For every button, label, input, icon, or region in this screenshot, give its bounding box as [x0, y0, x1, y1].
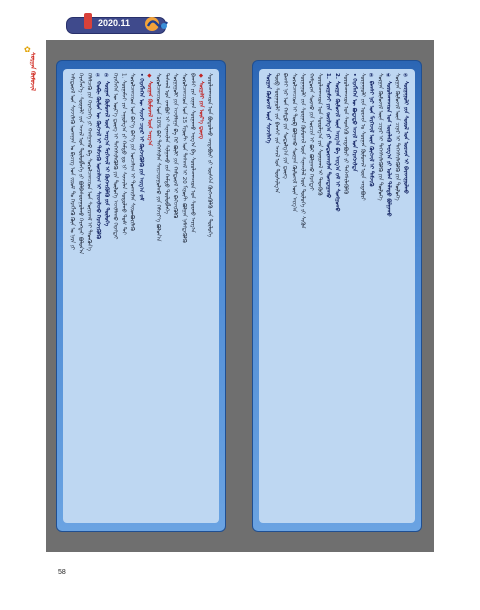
text-column: ◆ ᠰᠤᠷᠭᠠᠯᠢ ᠶᠢᠨ ᠦᠷ᠎ᠡ ᠳ᠋ᠦᠩ [198, 73, 204, 140]
article-frame [46, 40, 434, 552]
text-column: ④ ᠰᠤᠷᠤᠯᠴᠠᠭᠴᠢᠳ ᠤᠨ ᠦᠨᠡᠯᠡᠬᠦ ᠠᠷᠭ᠎ᠠ ᠶᠢ ᠣᠯᠠᠨ ᠲᠠᠯᠠᠲᠤ ᠪᠣᠯᠭᠠᠬᠤ [385, 73, 392, 217]
text-column: • ᠬᠡᠷᠡᠭᠯᠡᠭᠡᠨ ᠦ ᠪᠣᠳᠠᠲᠤ ᠠᠵᠢᠯ ᠤᠨ ᠬᠡᠷᠡᠭᠵᠢᠯᠲᠡ [351, 73, 357, 172]
right-text-area [259, 69, 415, 523]
left-panel [56, 60, 226, 532]
text-column: ᠰᠤᠷᠭᠠᠨ ᠬᠦᠮᠦᠵᠢᠯ ᠦᠨ ᠴᠢᠨᠠᠷ ᠢ ᠳᠡᠭᠡᠭᠰᠢᠯᠡᠭᠦᠯᠬᠦ ᠶᠢᠨ ᠲᠥᠯᠥᠭᠡ [394, 73, 400, 201]
text-column: ᠬᠡᠷᠡᠭᠯᠡᠨ᠎ᠡ᠂ ᠰᠤᠷᠭᠠᠯᠢ ᠶᠢᠨ ᠠᠵᠢᠯ ᠤᠨ ᠲᠥᠯᠥᠪᠯᠡᠭᠡ ᠶᠢ ᠪᠣᠯᠪᠠᠰᠤᠷᠠᠭᠤᠯᠬᠤ ᠬᠡᠷᠡᠭᠲᠡᠢ ᠪᠣᠯᠤᠨ᠎ᠠ [77, 73, 84, 255]
text-column: ᠪᠠᠭᠰᠢ ᠶᠢᠨ ᠵᠢᠭᠠᠨ ᠰᠤᠷᠭᠠᠬᠤ ᠠᠷᠭ᠎ᠠ ᠪᠠ ᠰᠤᠷᠤᠯᠴᠠᠭᠴᠢᠳ ᠤᠨ ᠰᠤᠷᠬᠤ ᠠᠷᠭ᠎ᠠ [189, 73, 196, 233]
text-column: • ᠬᠡᠷᠡᠭᠯᠡᠭᠡᠨ ᠦ ᠰᠢᠨᠵᠢ ᠴᠢᠨᠠᠷ ᠢ ᠬᠥᠭᠵᠢᠭᠦᠯᠬᠦ ᠶᠢᠨ ᠠᠷᠭ᠎ᠠ ᠵᠠᠮ [137, 73, 144, 201]
text-column: ᠰᠤᠷᠭᠠᠭᠤᠯᠢ ᠶᠢᠨ ᠣᠷᠴᠢᠨ ᠤ ᠰᠤᠷᠭᠠᠨ ᠬᠦᠮᠦᠵᠢᠯ ᠦᠨ ᠴᠢᠳᠠᠪᠤᠷᠢ [359, 73, 366, 201]
magazine-logo-icon [143, 15, 171, 33]
text-column: 2. ᠰᠤᠷᠭᠠᠨ ᠬᠦᠮᠦᠵᠢᠯ ᠦᠨ ᠠᠷᠭ᠎ᠠ ᠪᠠ ᠠᠷᠭ᠎ᠠ ᠵᠠᠮ ᠢ ᠰᠣᠩᠭᠣᠬᠤ [333, 73, 340, 212]
text-column: ᠪᠠᠭᠰᠢ ᠨᠠᠷ ᠤᠨ ᠬᠠᠮᠲᠤ ᠶᠢᠨ ᠰᠤᠳᠤᠯᠭ᠎ᠠ ᠶᠢᠨ ᠳ᠋ᠦᠩ [282, 73, 289, 179]
text-column: ᠰᠤᠷᠭᠠᠨ ᠬᠦᠮᠦᠵᠢᠯ ᠦᠨ ᠴᠢᠨᠠᠷ ᠢ ᠳᠡᠭᠡᠭᠰᠢᠯᠡᠭᠦᠯᠬᠦ ᠶᠢᠨ ᠲᠥᠯᠥᠭᠡ [376, 73, 383, 201]
text-column: ᠬᠡᠷᠡᠭᠯᠡᠭᠡᠨ ᠦ ᠦᠷ᠎ᠡ ᠳ᠋ᠦᠩ ᠢ ᠳᠡᠭᠡᠭᠰᠢᠯᠡᠭᠦᠯᠬᠦ ᠶᠢᠨ ᠲᠥᠯᠥᠭᠡ ᠠᠵᠢᠯᠯᠠᠬᠤ ᠬᠡᠷᠡᠭᠲᠡᠢ [112, 73, 118, 240]
text-column: 1. ᠰᠤᠷᠭᠠᠮᠵᠢ ᠶᠢᠨ ᠵᠣᠷᠢᠯᠭ᠎ᠠ ᠶᠢ ᠲᠣᠳᠣᠷᠬᠠᠢᠯᠠᠨ ᠲᠣᠭᠲᠠᠭᠠᠬᠤ [325, 73, 332, 199]
text-column: ᠰᠤᠷᠭᠠᠨ ᠬᠦᠮᠦᠵᠢᠯ ᠦᠨ ᠰᠢᠨᠵᠢᠯᠡᠭᠡ [265, 73, 271, 144]
text-column: 1. ᠰᠤᠷᠭᠠᠮᠵᠢ ᠶᠢᠨ ᠠᠭᠤᠯᠭ᠎ᠠ ᠶᠢ ᠬᠠᠮᠲᠤ ᠳᠤ ᠨᠢ ᠰᠢᠨᠵᠢᠯᠡᠨ ᠰᠤᠳᠤᠯᠬᠤ ᠲᠤᠰ ᠲᠠᠢ [120, 73, 127, 235]
text-column: ③ ᠪᠠᠭᠰᠢ ᠨᠠᠷ ᠤᠨ ᠮᠡᠷᠭᠡᠵᠢᠯ ᠦᠨ ᠬᠥᠭᠵᠢᠯ ᠢ ᠳᠡᠮᠵᠢᠬᠦ [368, 73, 375, 187]
text-column: ᠰᠤᠷᠤᠯᠴᠠᠭᠴᠢᠳ ᠢ ᠲᠥᠪ ᠪᠣᠯᠭᠠᠬᠤ ᠰᠤᠷᠭᠠᠨ ᠬᠦᠮᠦᠵᠢᠯ ᠦᠨ ᠠᠷᠭ᠎ᠠ [290, 73, 297, 212]
page-number: 58 [58, 569, 66, 576]
bookmark-marker [84, 13, 92, 29]
text-column: ② ᠰᠤᠷᠭᠠᠨ ᠬᠦᠮᠦᠵᠢᠯ ᠦᠨ ᠠᠷᠭ᠎ᠠ ᠮᠡᠷᠭᠡᠵᠢᠯ ᠢ ᠬᠥᠭᠵᠢᠭᠦᠯᠬᠦ ᠶᠢᠨ ᠲᠥᠯᠥᠭᠡ [103, 73, 110, 227]
text-column: ᠰᠤᠷᠤᠯᠴᠠᠭᠴᠢᠳ ᠤᠨ ᠪᠡᠶ᠎ᠡ ᠪᠡᠶ᠎ᠡ ᠶᠢᠨ ᠣᠨᠴᠠᠯᠢᠭ ᠢ ᠲᠤᠬᠠᠢᠯᠠᠨ ᠰᠢᠢᠳᠪᠦᠷᠢᠯᠡᠬᠦ [129, 73, 136, 231]
text-column: ᠳᠠᠰᠬᠠᠯ ᠤᠨ ᠵᠠᠭᠪᠤᠷ ᠢ ᠰᠢᠨᠡᠴᠢᠯᠡᠨ ᠰᠢᠯᠭᠠᠬᠤ ᠶᠢᠨ ᠬᠠᠮᠲᠤ ᠲᠥᠯᠥᠪᠯᠡᠭᠡ [163, 73, 170, 214]
column-icon: ✿ [24, 45, 31, 54]
text-column: ① ᠬᠤᠪᠢ ᠬᠦᠮᠦᠨ ᠦ ᠬᠥᠭᠵᠢᠯ ᠢ ᠳᠡᠮᠵᠢᠬᠦ ᠣᠨᠴᠠᠯᠢᠭ ᠢ ᠰᠢᠨᠵᠢᠯᠡᠵᠦ ᠬᠡᠷᠡᠭᠵᠢᠭᠦᠯᠬᠦ [94, 73, 101, 239]
text-column: ᠰᠤᠷᠤᠯᠴᠠᠭᠴᠢᠳ ᠤᠨ ᠪᠣᠳᠣᠯᠬᠤ ᠴᠢᠳᠠᠪᠤᠷᠢ ᠶᠢ ᠥᠰᠬᠡᠨ ᠬᠥᠭᠵᠢᠭᠦᠯᠬᠦ ᠶᠢᠨ ᠲᠥᠯᠥᠭᠡ [206, 73, 213, 238]
text-column: ᠰᠤᠷᠭᠠᠭᠤᠯᠢ ᠶᠢᠨ ᠰᠤᠷᠭᠠᠨ ᠬᠦᠮᠦᠵᠢᠯ ᠦᠨ ᠰᠢᠨᠡᠴᠢᠯᠡᠯ ᠦᠨ ᠲᠥᠯᠥᠭᠡ ᠶᠢ ᠰᠢᠭᠦᠨ [299, 73, 306, 229]
text-column: ⑤ ᠰᠤᠷᠭᠠᠭᠤᠯᠢ ᠶᠢᠨ ᠰᠣᠶᠣᠯ ᠤᠨ ᠤᠷᠴᠢᠨ ᠢ ᠪᠠᠶᠠᠵᠢᠭᠤᠯᠬᠤ [402, 73, 409, 194]
column-title: ᠰᠤᠷᠭᠠᠨ ᠬᠦᠮᠦᠵᠢᠯ [29, 52, 35, 91]
text-column: ◆ ᠰᠤᠷᠭᠠᠨ ᠬᠦᠮᠦᠵᠢᠯ ᠦᠨ ᠠᠷᠭ᠎ᠠ [146, 73, 153, 146]
text-column: ᠰᠤᠷᠤᠯᠴᠠᠭᠴᠢᠳ ᠤᠨ 15 ᠮᠢᠨᠦ᠋ᠲ ᠤᠨ ᠳᠠᠰᠬᠠᠯ ᠢ 20 ᠮᠢᠨᠦ᠋ᠲ ᠪᠣᠯᠭᠠᠨ ᠨᠡᠮᠡᠭᠳᠡᠭᠦᠯᠬᠦ [180, 73, 187, 243]
right-panel [252, 60, 422, 532]
text-column: ᠠᠮᠢᠳᠤᠷᠠᠯ ᠤᠨ ᠰᠢᠨᠵᠢᠯᠡᠬᠦ ᠤᠬᠠᠭᠠᠨ ᠤ ᠪᠢᠴᠢᠭ ᠤᠨ ᠵᠢᠷᠤᠮ ᠲᠤ ᠬᠡᠷᠡᠭᠯᠡᠬᠦ ᠬᠦᠨ ᠤ ᠨᠡᠷᠡ ᠶᠢ [69, 73, 75, 250]
issue-date: 2020.11 [98, 18, 131, 28]
text-column: ᠬᠠᠮᠲᠤᠷᠠᠨ ᠰᠤᠷᠬᠤ ᠶᠢᠨ ᠣᠷᠴᠢᠨ ᠢ ᠪᠤᠢ ᠪᠣᠯᠭᠠᠬᠤ ᠬᠡᠷᠡᠭᠲᠡᠢ [308, 73, 314, 191]
text-column: ᠰᠤᠷᠤᠯᠴᠠᠭᠴᠢᠳ ᠤᠨ ᠰᠡᠳᠬᠢᠬᠦ ᠴᠢᠳᠠᠪᠤᠷᠢ ᠶᠢ ᠳᠡᠭᠡᠭᠰᠢᠯᠡᠭᠦᠯᠬᠦ [342, 73, 349, 195]
left-text-area [63, 69, 219, 523]
text-column: ᠬᠡᠯᠡᠯᠴᠡᠬᠦ ᠶᠢᠨ ᠬᠡᠷᠡᠭᠴᠡᠭᠡ ᠶᠢ ᠬᠠᠩᠭᠠᠬᠤ ᠪᠠ ᠰᠤᠷᠤᠯᠴᠠᠭᠴᠢᠳ ᠤᠨ ᠰᠣᠨᠢᠷᠬᠠᠯ ᠢ ᠳᠡᠳᠬᠦᠨ᠎ᠡ [86, 73, 93, 251]
text-column: ᠰᠤᠷᠭᠠᠭᠤᠯᠢ ᠶᠢᠨ ᠠᠵᠢᠯᠯᠠᠭᠠ ᠪᠠ ᠭᠡᠷ ᠪᠦᠯᠢ ᠶᠢᠨ ᠬᠠᠮᠲᠤᠷᠠᠯ ᠢ ᠪᠡᠬᠡᠵᠢᠭᠦᠯᠬᠦ [172, 73, 179, 219]
text-column: ᠰᠤᠷᠤᠯᠴᠠᠭᠴᠢᠳ ᠤᠨ ᠰᠤᠷᠤᠯᠭ᠎ᠠ ᠶᠢᠨ ᠰᠣᠨᠢᠷᠬᠠᠯ ᠢ ᠳᠡᠳᠬᠦᠬᠦ [316, 73, 323, 196]
text-column: ᠰᠤᠷᠤᠯᠴᠠᠭᠴᠢᠳ ᠤᠨ 10% ᠪᠡᠷ ᠳᠡᠭᠡᠭᠰᠢᠯᠡᠨ ᠰᠠᠢᠵᠢᠷᠠᠭᠤᠯᠬᠤ ᠶᠢᠨ ᠬᠡᠮᠵᠢᠶ᠎ᠡ ᠪᠣᠯᠤᠨ᠎ᠠ [155, 73, 161, 242]
text-column: ᠲᠥᠪ ᠰᠤᠷᠭᠠᠭᠤᠯᠢ ᠶᠢᠨ ᠪᠠᠭᠰᠢ ᠶᠢᠨ ᠠᠵᠢᠯ ᠤᠨ ᠲᠤᠷᠰᠢᠯᠭ᠎ᠠ [273, 73, 280, 193]
